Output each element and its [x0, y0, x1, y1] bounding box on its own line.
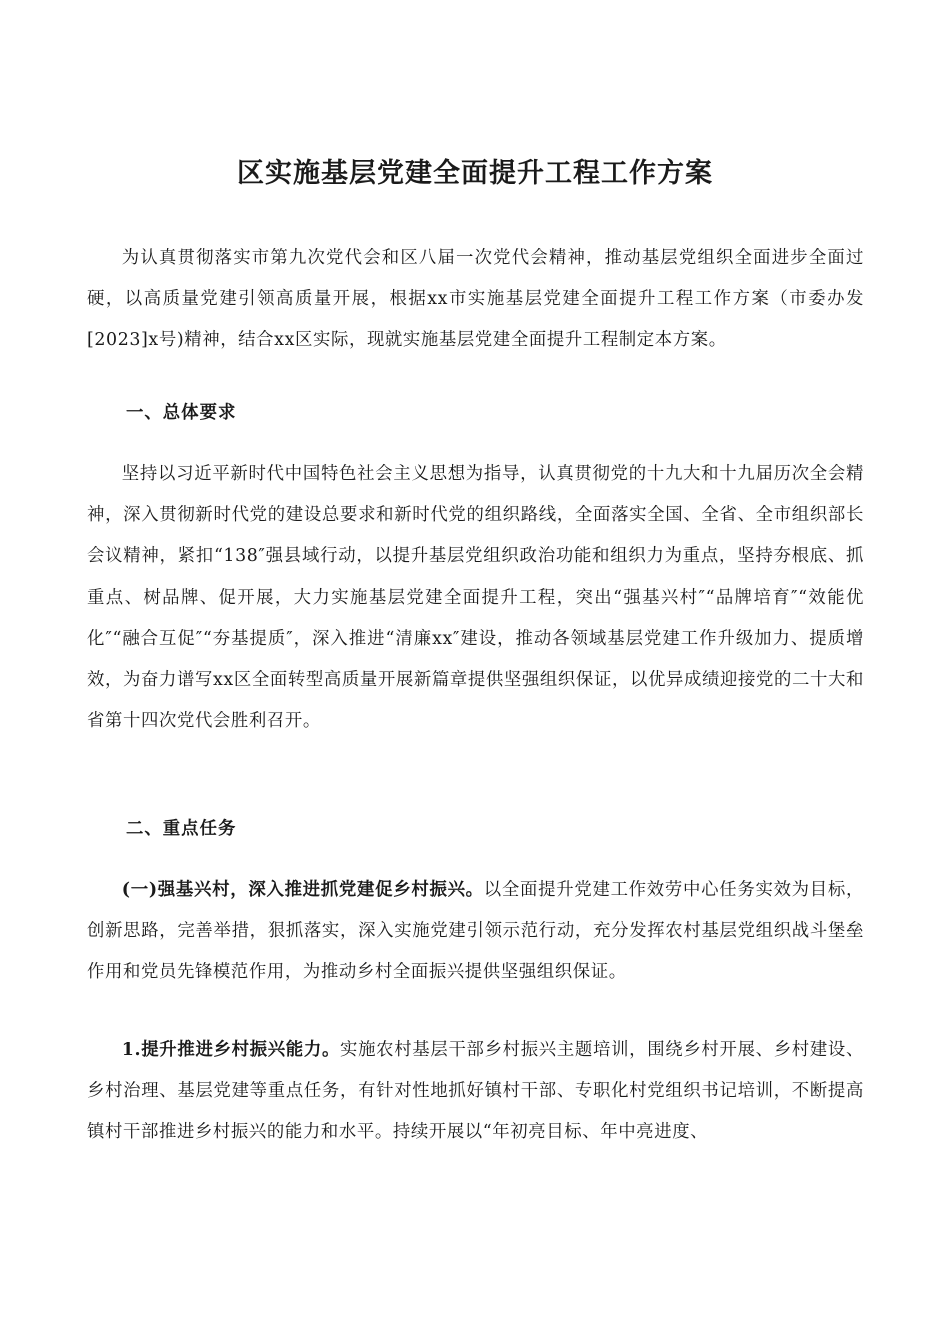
- intro-paragraph: 为认真贯彻落实市第九次党代会和区八届一次党代会精神，推动基层党组织全面进步全面过硬，以高质量党建引领高质量开展，根据xx市实施基层党建全面提升工程工作方案（市委办发[2023]x号)精神，结合xx区实际，现就实施基层党建全面提升工程制定本方案。: [87, 248, 864, 351]
- subtask-1-body: 实施农村基层干部乡村振兴主题培训，围绕乡村开展、乡村建设、乡村治理、基层党建等重点任务，有针对性地抓好镇村干部、专职化村党组织书记培训，不断提高镇村干部推进乡村振兴的能力和水平。持续开展以“年初亮目标、年中亮进度、: [87, 1040, 864, 1143]
- key-task-1-body: 以全面提升党建工作效劳中心任务实效为目标，创新思路，完善举措，狠抓落实，深入实施党建引领示范行动，充分发挥农村基层党组织战斗堡垒作用和党员先锋模范作用，为推动乡村全面振兴提供坚强组织保证。: [87, 880, 864, 983]
- key-task-1-lead: (一)强基兴村，深入推进抓党建促乡村振兴。: [121, 880, 484, 900]
- key-task-1-paragraph: [87, 870, 864, 994]
- general-requirements-paragraph: 坚持以习近平新时代中国特色社会主义思想为指导，认真贯彻党的十九大和十九届历次全会精神，深入贯彻新时代党的建设总要求和新时代党的组织路线，全面落实全国、全省、全市组织部长会议精神，紧扣“138″强县域行动，以提升基层党组织政治功能和组织力为重点，坚持夯根底、抓重点、树品牌、促开展，大力实施基层党建全面提升工程，突出“强基兴村″“品牌培育″“效能优化″“融合互促″“夯基提质″，深入推进“清廉xx″建设，推动各领域基层党建工作升级加力、提质增效，为奋力谱写xx区全面转型高质量开展新篇章提供坚强组织保证，以优异成绩迎接党的二十大和省第十四次党代会胜利召开。: [87, 464, 864, 732]
- section-heading-key-tasks: 二、重点任务: [126, 819, 237, 839]
- section-heading-general-requirements: 一、总体要求: [126, 403, 237, 423]
- document-title: 区实施基层党建全面提升工程工作方案: [237, 158, 713, 189]
- subtask-1-paragraph: [87, 1030, 864, 1154]
- subtask-1-lead: 1.提升推进乡村振兴能力。: [121, 1040, 341, 1060]
